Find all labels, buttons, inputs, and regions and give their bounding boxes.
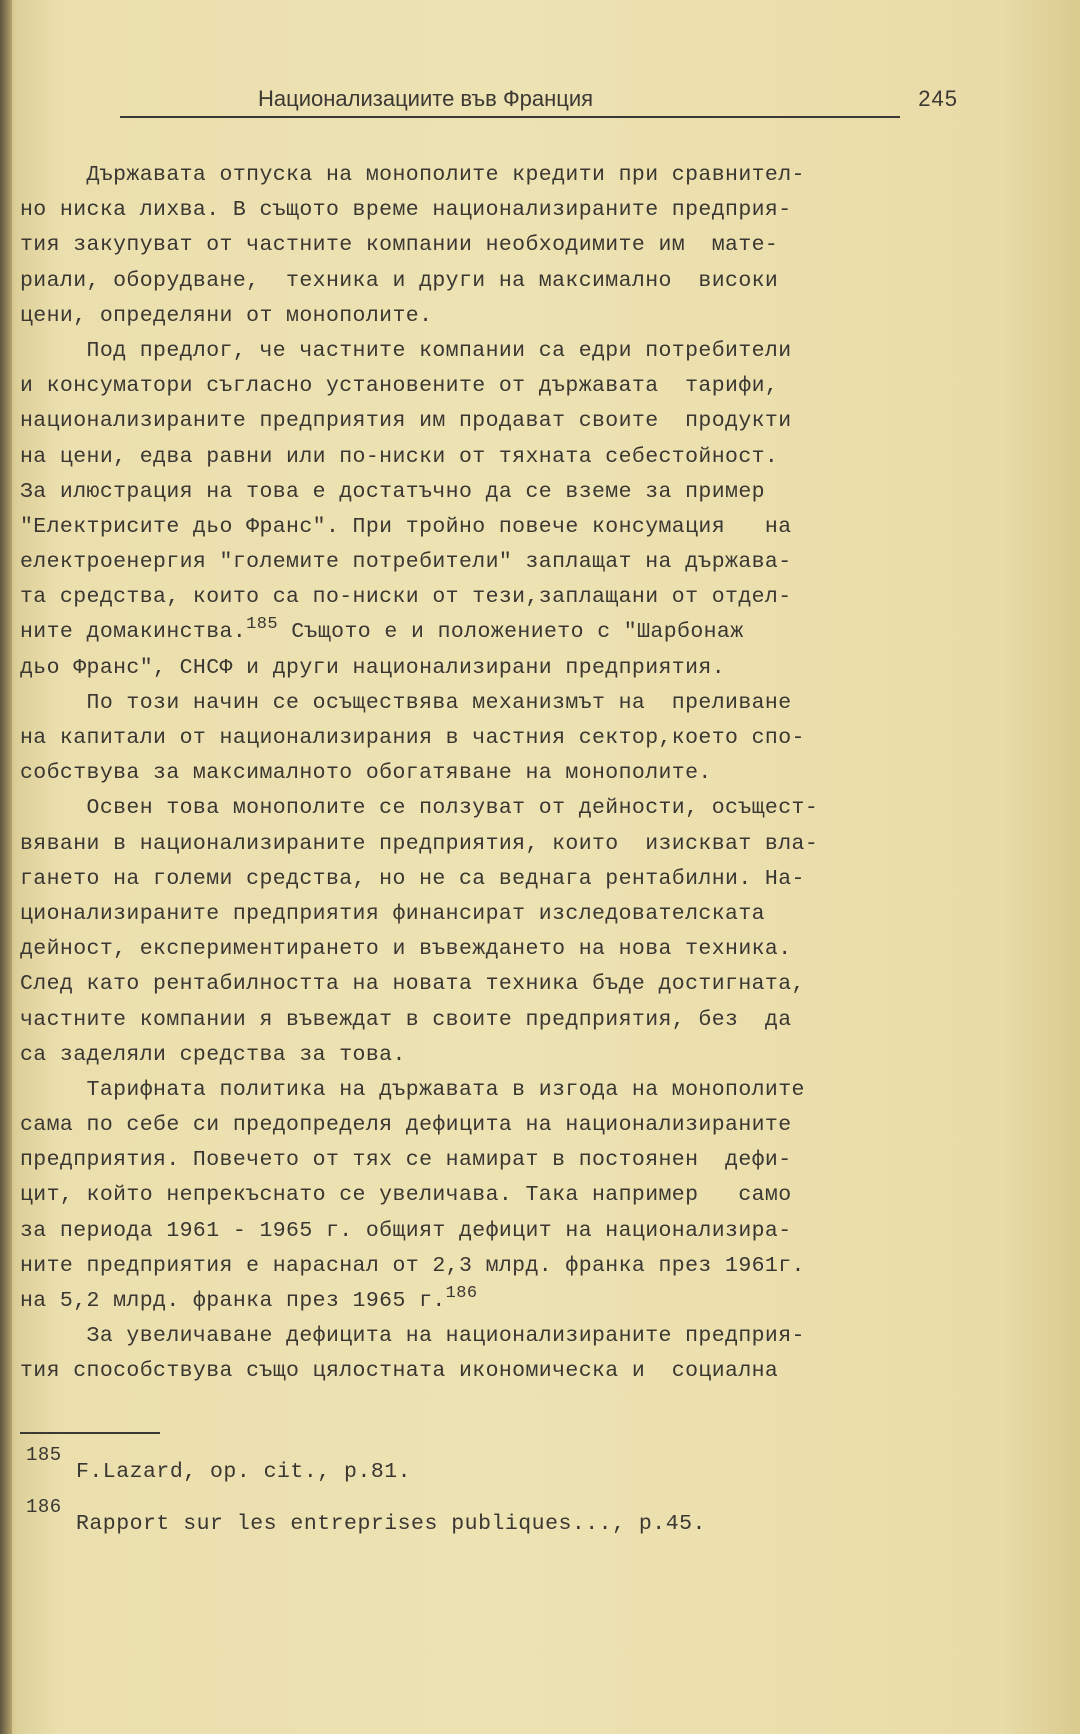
text-line: ционализираните предприятия финансират изследователската xyxy=(20,901,765,926)
text-line: дьо Франс", СНСФ и други национализирани предприятия. xyxy=(20,655,726,680)
text-segment: Същото е и положението с "Шарбонаж xyxy=(277,620,744,645)
text-line: Под предлог, че частните компании са едри потребители xyxy=(20,338,792,363)
footnote-186 xyxy=(26,1496,706,1608)
text-line xyxy=(20,1284,970,1319)
chapter-title: Национализациите във Франция xyxy=(258,86,594,111)
text-line: За илюстрация на това е достатъчно да се вземе за пример xyxy=(20,479,765,504)
text-line: цит, който непрекъснато се увеличава. Така например само xyxy=(20,1183,792,1208)
footnote-text: F.Lazard, op. cit., p.81. xyxy=(76,1460,412,1484)
running-header xyxy=(128,86,958,116)
footnote-reference: 186 xyxy=(445,1284,478,1303)
text-line: ните предприятия е нараснал от 2,3 млрд. франка през 1961г. xyxy=(20,1253,805,1278)
text-line: предприятия. Повечето от тях се намират в постоянен дефи- xyxy=(20,1148,792,1173)
text-line: собствува за максималното обогатяване на монополите. xyxy=(20,761,712,786)
text-line: на капитали от национализирания в частния сектор,което спо- xyxy=(20,726,805,750)
text-line: тия способствува също цялостната икономическа и социална xyxy=(20,1359,779,1384)
text-line xyxy=(20,615,970,650)
text-line: са заделяли средства за това. xyxy=(20,1042,406,1067)
text-line: риали, оборудване, техника и други на максимално високи xyxy=(20,268,779,293)
footnote-reference: 185 xyxy=(246,615,278,635)
text-line: частните компании я въвеждат в своите предприятия, без да xyxy=(20,1007,792,1032)
footnote-number: 185 xyxy=(26,1444,62,1466)
footnote-rule xyxy=(20,1432,160,1434)
text-line: но ниска лихва. В същото време национализираните предприя- xyxy=(20,198,792,223)
page-number: 245 xyxy=(918,86,958,111)
text-line: та средства, които са по-ниски от тези,заплащани от отдел- xyxy=(20,585,792,610)
text-line: дейност, експериментирането и въвеждането на нова техника. xyxy=(20,937,792,962)
text-line: вявани в национализираните предприятия, които изискват вла- xyxy=(20,831,819,856)
text-segment: ните домакинства. xyxy=(20,620,247,645)
text-line: национализираните предприятия им продават своите продукти xyxy=(20,409,792,434)
text-line: По този начин се осъществява механизмът на преливане xyxy=(20,690,792,715)
text-line: гането на големи средства, но не са веднага рентабилни. На- xyxy=(20,866,805,891)
footnote-number: 186 xyxy=(26,1496,62,1518)
footnote-text: Rapport sur les entreprises publiques..., p.45. xyxy=(76,1512,706,1536)
main-text xyxy=(20,158,970,1390)
text-line: Държавата отпуска на монополите кредити при сравнител- xyxy=(20,163,805,187)
text-line: Тарифната политика на държавата в изгода на монополите xyxy=(20,1077,805,1102)
text-line: цени, определяни от монополите. xyxy=(20,303,433,328)
text-line: "Електрисите дьо Франс". При тройно повече консумация на xyxy=(20,514,792,539)
text-line: За увеличаване дефицита на национализираните предприя- xyxy=(20,1324,805,1349)
text-line: сама по себе си предопределя дефицита на национализираните xyxy=(20,1113,792,1138)
text-line: Освен това монополите се ползуват от дейности, осъщест- xyxy=(20,796,819,821)
header-rule xyxy=(120,116,900,118)
text-segment: на 5,2 млрд. франка през 1965 г. xyxy=(20,1289,446,1313)
text-line: След като рентабилността на новата техника бъде достигната, xyxy=(20,972,805,997)
text-line: на цени, едва равни или по-ниски от тяхната себестойност. xyxy=(20,444,779,469)
text-line: и консуматори съгласно установените от държавата тарифи, xyxy=(20,374,779,399)
text-line: тия закупуват от частните компании необходимите им мате- xyxy=(20,233,779,258)
text-line: електроенергия "големите потребители" заплащат на държава- xyxy=(20,550,792,575)
text-line: за периода 1961 - 1965 г. общият дефицит на национализира- xyxy=(20,1218,792,1243)
